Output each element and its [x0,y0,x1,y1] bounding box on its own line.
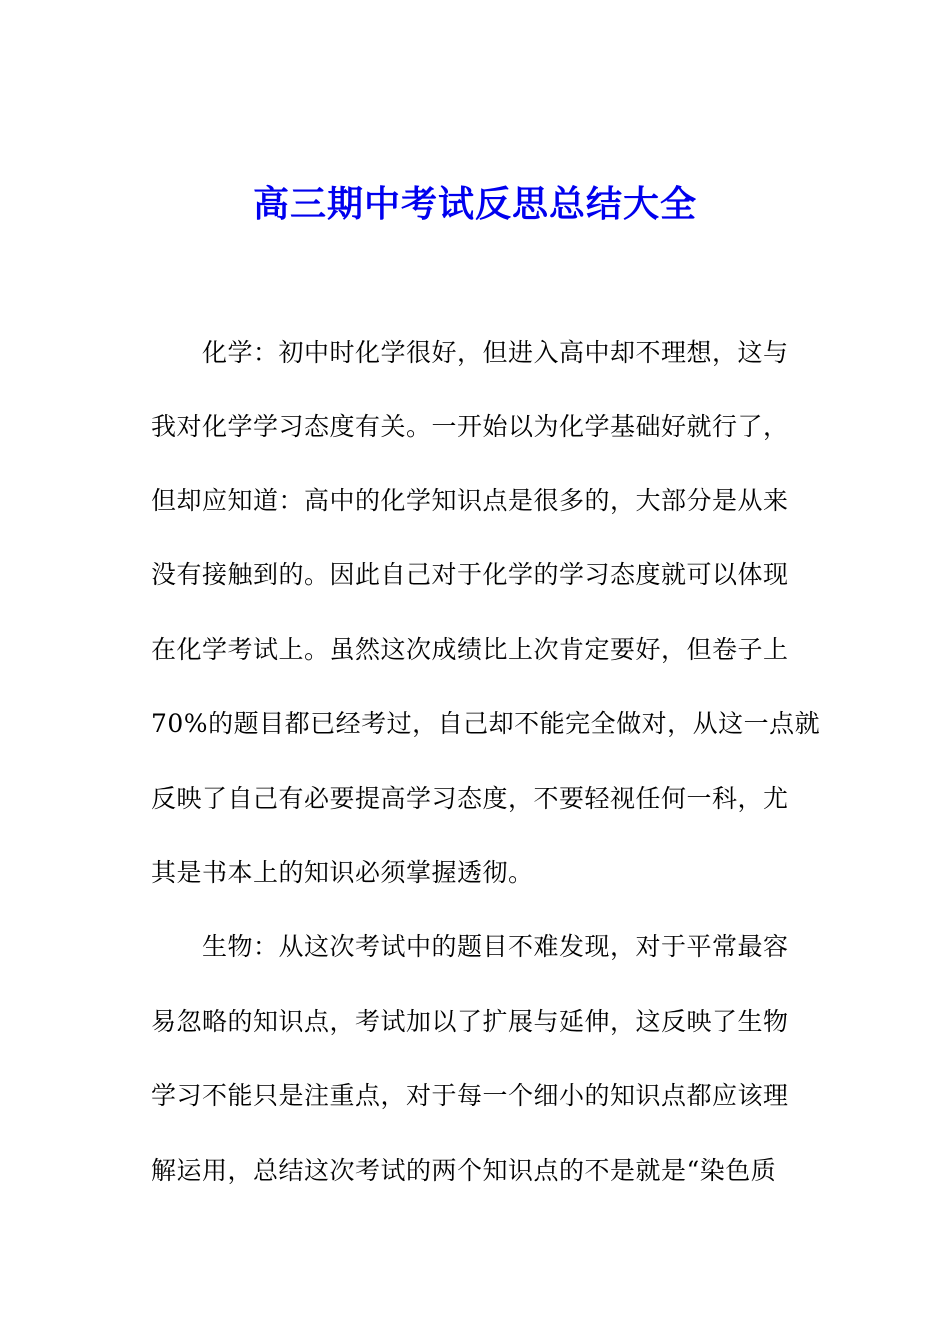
paragraph-chemistry-line-7: 反映了自己有必要提高学习态度，不要轻视任何一科，尤 [151,784,789,813]
document-title: 高三期中考试反思总结大全 [252,183,697,225]
paragraph-chemistry-line-5: 在化学考试上。虽然这次成绩比上次肯定要好，但卷子上 [151,635,789,664]
paragraph-biology-line-4: 解运用，总结这次考试的两个知识点的不是就是“染色质 [151,1156,777,1185]
paragraph-chemistry-line-2: 我对化学学习态度有关。一开始以为化学基础好就行了， [151,412,789,441]
paragraph-biology-line-1: 生物：从这次考试中的题目不难发现，对于平常最容 [202,932,789,961]
paragraph-biology-line-2: 易忽略的知识点，考试加以了扩展与延伸，这反映了生物 [151,1007,789,1036]
paragraph-biology-line-3: 学习不能只是注重点，对于每一个细小的知识点都应该理 [151,1081,789,1110]
paragraph-chemistry-line-3: 但却应知道：高中的化学知识点是很多的，大部分是从来 [151,486,789,515]
paragraph-chemistry-line-8: 其是书本上的知识必须掌握透彻。 [151,858,534,887]
paragraph-chemistry-line-6: 70%的题目都已经考过，自己却不能完全做对，从这一点就 [151,709,821,738]
paragraph-chemistry-line-1: 化学：初中时化学很好，但进入高中却不理想，这与 [202,338,789,367]
paragraph-chemistry-line-4: 没有接触到的。因此自己对于化学的学习态度就可以体现 [151,560,789,589]
